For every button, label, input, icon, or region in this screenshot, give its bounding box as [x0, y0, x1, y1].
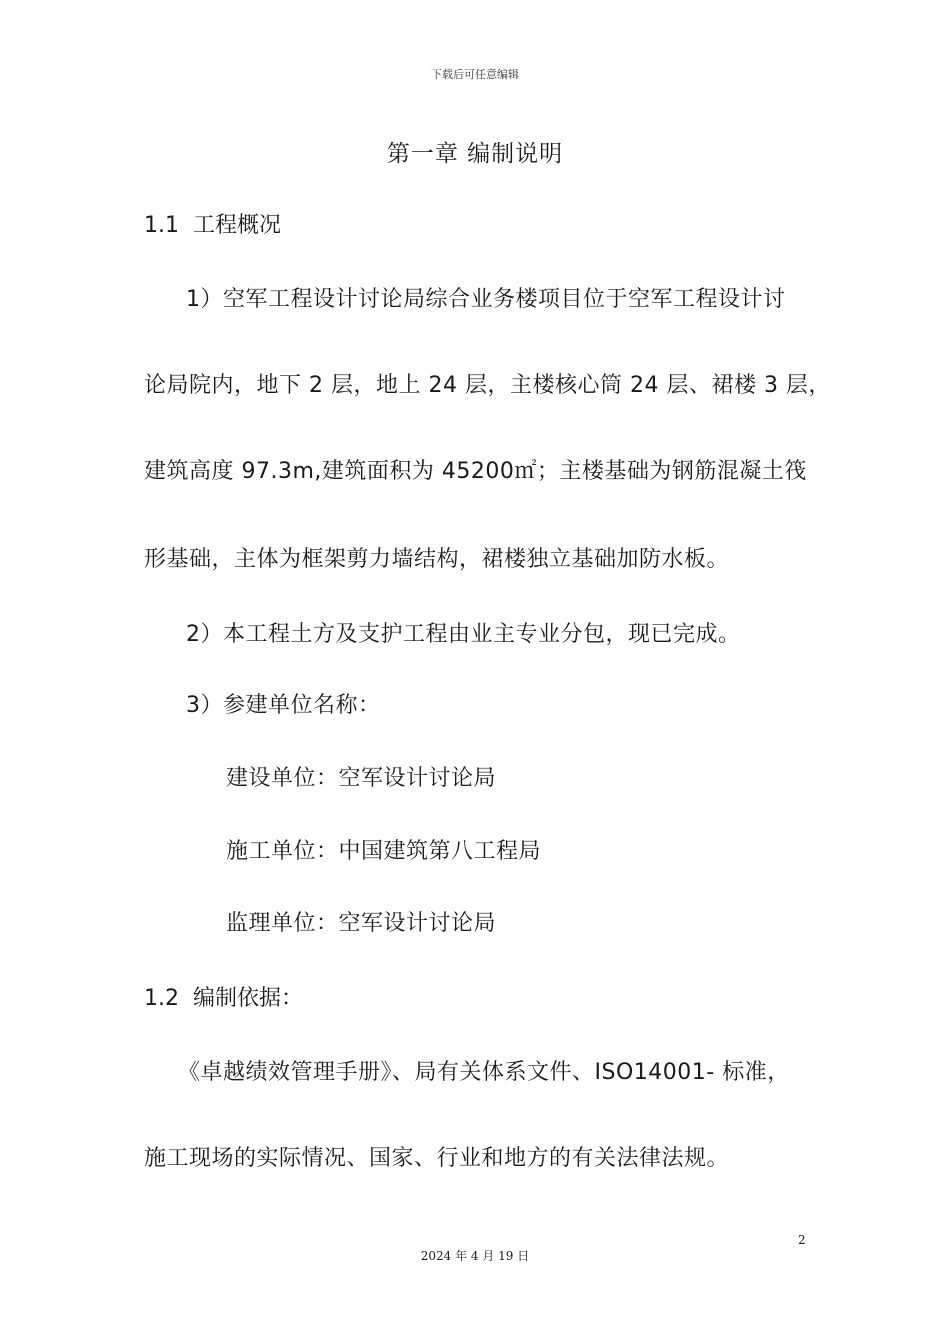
- section-number: 1.2: [144, 986, 179, 1011]
- paragraph-line: 建筑高度 97.3m,建筑面积为 45200㎡；主楼基础为钢筋混凝土筏: [144, 459, 807, 484]
- chapter-title: 第一章 编制说明: [386, 141, 564, 167]
- section-title: 编制依据：: [193, 986, 304, 1011]
- page-number: 2: [798, 1233, 806, 1247]
- section-heading-1-2: [144, 981, 303, 1012]
- footer-date: 2024 年 4 月 19 日: [420, 1249, 530, 1263]
- unit-builder: 建设单位：空军设计讨论局: [226, 766, 497, 791]
- unit-supervisor: 监理单位：空军设计讨论局: [226, 911, 497, 936]
- paragraph-line: 形基础，主体为框架剪力墙结构，裙楼独立基础加防水板。: [144, 547, 730, 572]
- section-title: 工程概况: [193, 213, 282, 238]
- section-number: 1.1: [144, 213, 179, 238]
- paragraph-line: 2）本工程土方及支护工程由业主专业分包，现已完成。: [186, 622, 741, 647]
- paragraph-line: 施工现场的实际情况、国家、行业和地方的有关法律法规。: [144, 1146, 730, 1171]
- section-heading-1-1: [144, 208, 281, 239]
- paragraph-line: 论局院内，地下 2 层，地上 24 层，主楼核心筒 24 层、裙楼 3 层，: [144, 373, 831, 398]
- paragraph-line: 3）参建单位名称：: [186, 693, 381, 718]
- unit-contractor: 施工单位：中国建筑第八工程局: [226, 839, 542, 864]
- header-note: 下载后可任意编辑: [431, 68, 519, 81]
- paragraph-line: 《卓越绩效管理手册》、局有关体系文件、ISO14001- 标准，: [178, 1060, 790, 1085]
- paragraph-line: 1）空军工程设计讨论局综合业务楼项目位于空军工程设计讨: [186, 287, 786, 312]
